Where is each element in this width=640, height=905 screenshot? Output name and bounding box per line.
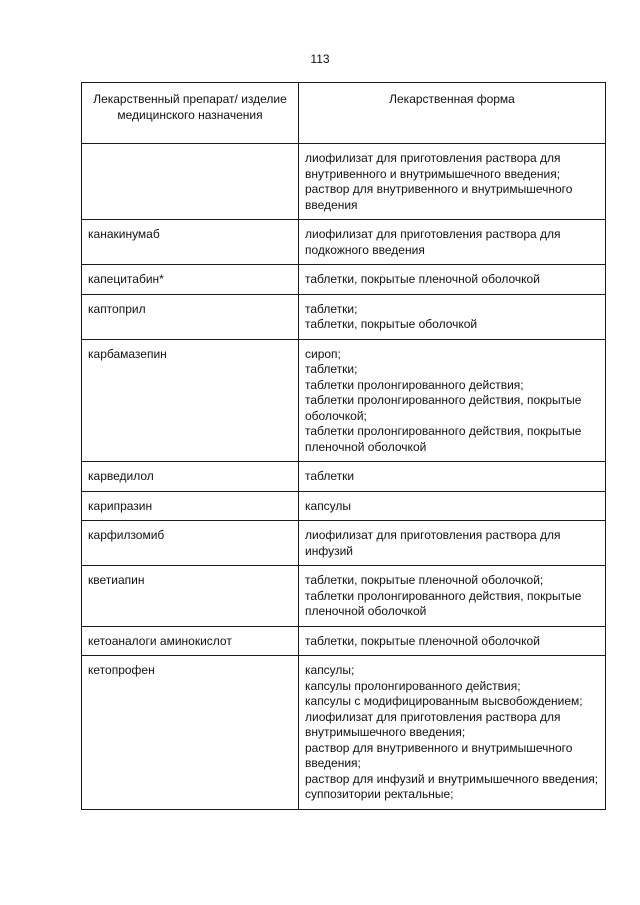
drug-name-cell: кетоаналоги аминокислот: [82, 626, 299, 656]
dosage-form-line: лиофилизат для приготовления раствора для подкожного введения: [305, 227, 561, 257]
table-row: [82, 462, 606, 492]
dosage-form-line: таблетки, покрытые пленочной оболочкой: [305, 272, 540, 286]
table-row: [82, 566, 606, 627]
dosage-form-line: таблетки, покрытые пленочной оболочкой;: [305, 573, 544, 587]
dosage-form-line: таблетки пролонгированного действия, покрытые пленочной оболочкой: [305, 424, 582, 454]
dosage-form-line: суппозитории ректальные;: [305, 787, 454, 801]
dosage-form-line: таблетки;: [305, 301, 358, 316]
dosage-form-cell: [299, 656, 606, 810]
table-row: [82, 144, 606, 220]
page-number: 113: [310, 52, 330, 66]
dosage-form-cell: [299, 626, 606, 656]
column-header-form: Лекарственная форма: [299, 83, 606, 144]
dosage-form-line: таблетки;: [305, 362, 358, 376]
dosage-form-line: таблетки, покрытые пленочной оболочкой: [305, 633, 540, 648]
table-header-row: [82, 83, 606, 144]
drug-name-cell: кветиапин: [82, 566, 299, 627]
drug-name-cell: карипразин: [82, 491, 299, 521]
dosage-form-line: капсулы с модифицированным высвобождением;: [305, 694, 583, 708]
column-header-drug: Лекарственный препарат/ изделие медицинского назначения: [82, 83, 299, 144]
drug-name-cell: карведилол: [82, 462, 299, 492]
drug-table: [81, 82, 606, 810]
table-row: [82, 656, 606, 810]
drug-name-cell: кетопрофен: [82, 656, 299, 810]
table-row: [82, 294, 606, 339]
table-row: [82, 626, 606, 656]
dosage-form-cell: [299, 521, 606, 566]
table-row: [82, 491, 606, 521]
drug-name-cell: карфилзомиб: [82, 521, 299, 566]
dosage-form-line: раствор для внутривенного и внутримышечного введения: [305, 182, 573, 212]
dosage-form-line: лиофилизат для приготовления раствора для инфузий: [305, 528, 561, 558]
dosage-form-line: раствор для инфузий и внутримышечного введения;: [305, 771, 599, 786]
table-row: [82, 220, 606, 265]
table-row: [82, 339, 606, 462]
drug-name-cell: карбамазепин: [82, 339, 299, 462]
drug-name-cell: канакинумаб: [82, 220, 299, 265]
dosage-form-line: капсулы пролонгированного действия;: [305, 678, 521, 693]
dosage-form-line: таблетки: [305, 469, 355, 483]
table-row: [82, 265, 606, 295]
dosage-form-cell: [299, 265, 606, 295]
dosage-form-cell: [299, 339, 606, 462]
drug-name-cell: каптоприл: [82, 294, 299, 339]
drug-name-cell: капецитабин*: [82, 265, 299, 295]
dosage-form-line: капсулы: [305, 498, 352, 513]
dosage-form-line: таблетки пролонгированного действия, покрытые пленочной оболочкой: [305, 588, 582, 618]
drug-name-cell: [82, 144, 299, 220]
dosage-form-line: таблетки пролонгированного действия, покрытые оболочкой;: [305, 393, 582, 423]
table-body: [82, 144, 606, 810]
table-row: [82, 521, 606, 566]
dosage-form-cell: [299, 566, 606, 627]
dosage-form-cell: [299, 220, 606, 265]
dosage-form-line: таблетки пролонгированного действия;: [305, 377, 524, 392]
dosage-form-line: раствор для внутривенного и внутримышечного введения;: [305, 740, 573, 770]
dosage-form-line: лиофилизат для приготовления раствора для внутримышечного введения;: [305, 709, 561, 739]
dosage-form-line: капсулы;: [305, 663, 355, 677]
dosage-form-line: лиофилизат для приготовления раствора для внутривенного и внутримышечного введения;: [305, 151, 561, 181]
dosage-form-line: таблетки, покрытые оболочкой: [305, 317, 478, 331]
dosage-form-cell: [299, 462, 606, 492]
dosage-form-line: сироп;: [305, 346, 341, 361]
dosage-form-cell: [299, 491, 606, 521]
dosage-form-cell: [299, 144, 606, 220]
dosage-form-cell: [299, 294, 606, 339]
